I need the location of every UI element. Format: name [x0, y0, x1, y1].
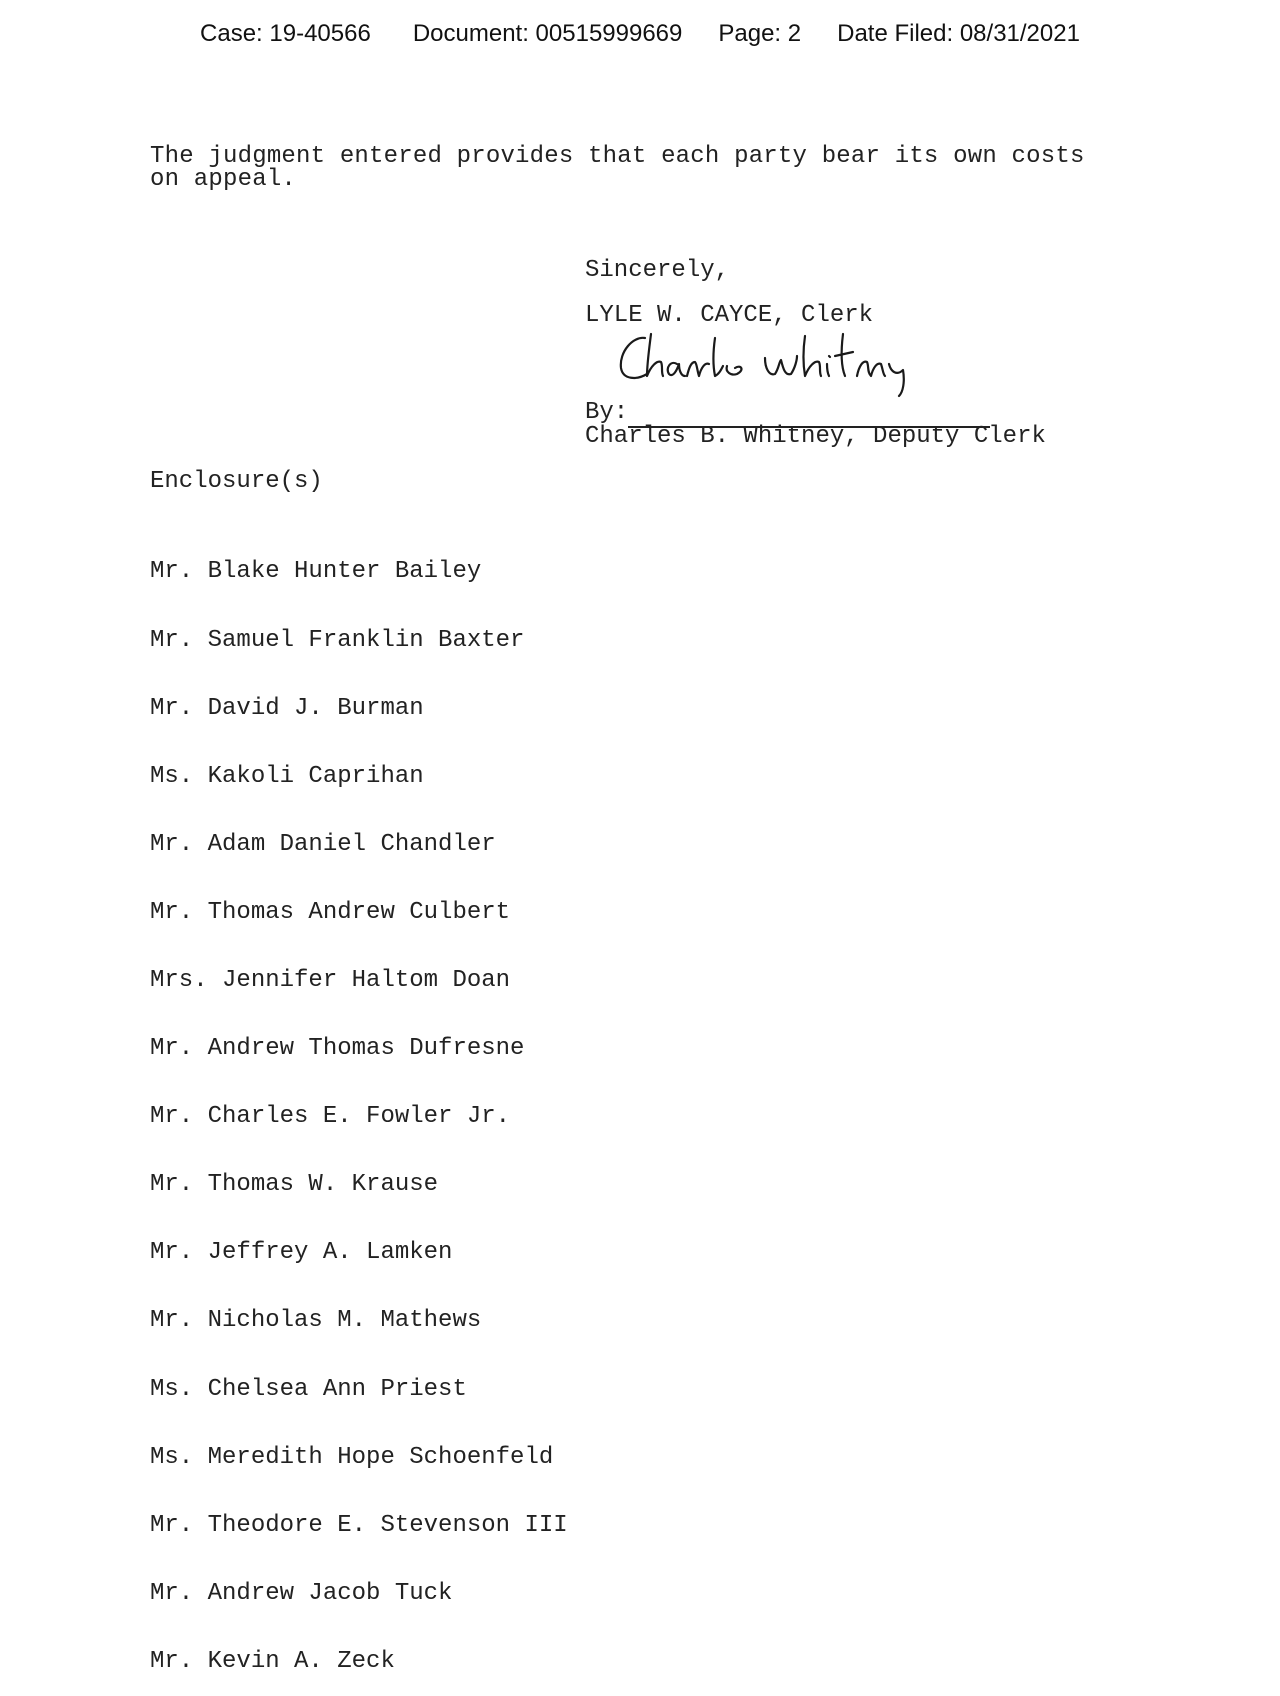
recipient: Mr. Andrew Thomas Dufresne	[150, 1035, 525, 1063]
recipient: Mr. Blake Hunter Bailey	[150, 558, 482, 586]
handwritten-signature	[615, 330, 935, 400]
recipient: Mr. Andrew Jacob Tuck	[150, 1579, 453, 1607]
recipient: Ms. Kakoli Caprihan	[150, 762, 424, 790]
salutation: Sincerely,	[585, 257, 730, 284]
recipient: Mr. Charles E. Fowler Jr.	[150, 1103, 511, 1131]
document-number: Document: 00515999669	[412, 20, 683, 47]
case-number: Case: 19-40566	[200, 20, 371, 47]
recipient: Mr. Thomas W. Krause	[150, 1171, 439, 1199]
recipient: Ms. Meredith Hope Schoenfeld	[150, 1443, 554, 1471]
recipient: Mr. David J. Burman	[150, 694, 424, 722]
recipient: Mr. Kevin A. Zeck	[150, 1647, 395, 1675]
recipient: Mr. Adam Daniel Chandler	[150, 830, 496, 858]
recipient: Mr. Theodore E. Stevenson III	[150, 1511, 568, 1539]
by-label: By:	[585, 399, 629, 426]
recipient: Mr. Samuel Franklin Baxter	[150, 626, 525, 654]
clerk-name: LYLE W. CAYCE, Clerk	[585, 302, 874, 329]
paragraph-line: The judgment entered provides that each party bear its own costs	[150, 143, 1085, 170]
recipient: Mr. Nicholas M. Mathews	[150, 1307, 482, 1335]
recipient: Ms. Chelsea Ann Priest	[150, 1375, 467, 1403]
enclosure-label: Enclosure(s)	[150, 468, 323, 495]
recipient: Mr. Jeffrey A. Lamken	[150, 1239, 453, 1267]
recipient-list	[150, 516, 568, 1696]
deputy-clerk-name: Charles B. Whitney, Deputy Clerk	[585, 423, 1046, 450]
date-filed: Date Filed: 08/31/2021	[837, 20, 1080, 47]
recipient: Mr. Thomas Andrew Culbert	[150, 898, 511, 926]
paragraph-line: on appeal.	[150, 165, 297, 193]
document-header	[0, 20, 1280, 48]
recipient: Mrs. Jennifer Haltom Doan	[150, 966, 511, 994]
judgment-paragraph	[150, 143, 1150, 193]
page-number: Page: 2	[718, 20, 802, 47]
